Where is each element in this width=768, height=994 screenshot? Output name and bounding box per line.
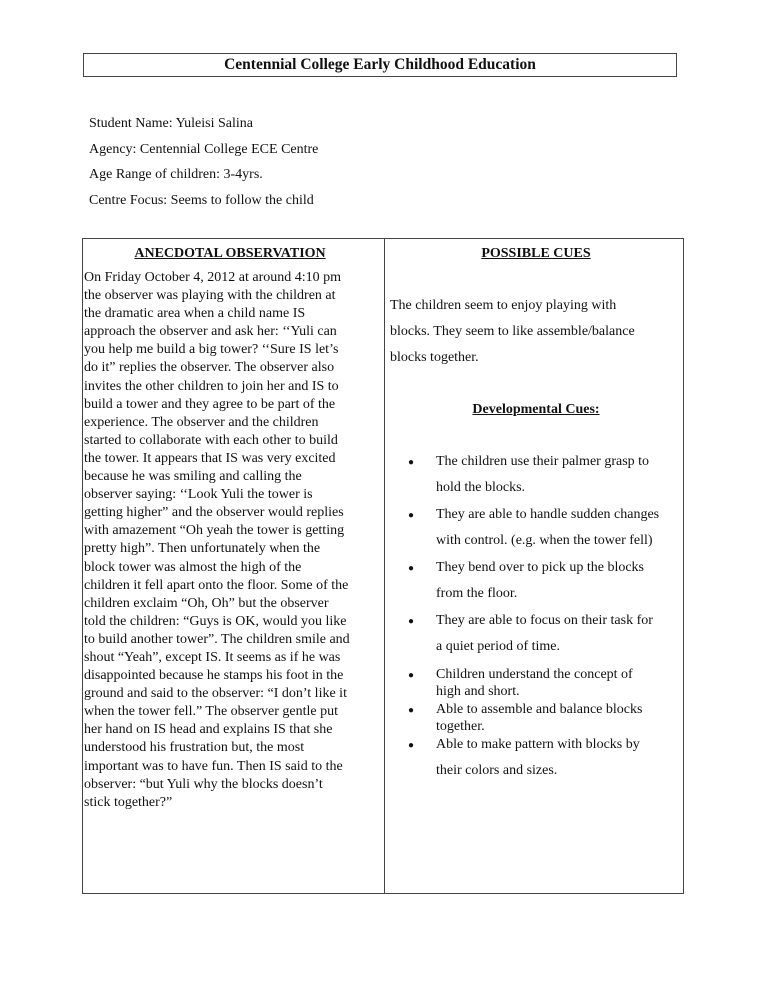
developmental-cues-header: Developmental Cues:	[472, 402, 600, 417]
student-name: Student Name: Yuleisi Salina	[89, 116, 253, 131]
bullet-text: with control. (e.g. when the tower fell)	[436, 533, 653, 548]
observation-line: On Friday October 4, 2012 at around 4:10 pm	[84, 270, 342, 285]
observation-line: block tower was almost the high of the	[84, 559, 302, 575]
document-title: Centennial College Early Childhood Education	[83, 53, 677, 77]
bullet-text: from the floor.	[436, 586, 518, 601]
observation-line: experience. The observer and the children	[84, 414, 319, 430]
column-divider	[384, 239, 385, 893]
bullet-icon: ●	[408, 740, 415, 751]
bullet-text: They are able to handle sudden changes	[436, 507, 660, 522]
cue-line: blocks. They seem to like assemble/balance	[390, 324, 635, 339]
observation-line: the dramatic area when a child name IS	[84, 306, 306, 322]
observation-line: build a tower and they agree to be part of the	[84, 396, 336, 412]
bullet-text: The children use their palmer grasp to	[436, 454, 650, 469]
observation-line: when the tower fell.” The observer gentle put	[84, 704, 338, 720]
bullet-text: high and short.	[436, 684, 520, 699]
observation-line: started to collaborate with each other to build	[84, 432, 338, 448]
observation-line: the tower. It appears that IS was very excited	[84, 450, 336, 466]
bullet-icon: ●	[408, 563, 415, 574]
observation-line: observer saying: ‘‘Look Yuli the tower is	[84, 487, 313, 503]
observation-line: told the children: “Guys is OK, would you like	[84, 613, 347, 629]
observation-line: you help me build a big tower? ‘‘Sure IS let’s	[84, 342, 339, 358]
observation-line: the observer was playing with the children at	[84, 288, 336, 304]
observation-line: important was to have fun. Then IS said to the	[84, 758, 343, 774]
observation-line: getting higher” and the observer would replies	[84, 505, 344, 521]
cue-line: blocks together.	[390, 350, 479, 365]
bullet-text: They bend over to pick up the blocks	[436, 560, 645, 575]
bullet-text: together.	[436, 719, 485, 734]
observation-line: observer: “but Yuli why the blocks doesn’t	[84, 776, 323, 792]
bullet-text: a quiet period of time.	[436, 639, 561, 654]
observation-line: pretty high”. Then unfortunately when the	[84, 541, 321, 557]
bullet-text: Able to assemble and balance blocks	[436, 702, 643, 717]
agency: Agency: Centennial College ECE Centre	[89, 142, 319, 157]
observation-line: because he was smiling and calling the	[84, 469, 302, 485]
bullet-text: They are able to focus on their task for	[436, 613, 653, 628]
possible-cues-header: POSSIBLE CUES	[481, 246, 591, 261]
observation-line: disappointed because he stamps his foot in the	[84, 668, 344, 684]
observation-line: do it” replies the observer. The observer also	[84, 360, 335, 376]
centre-focus: Centre Focus: Seems to follow the child	[89, 193, 314, 208]
bullet-icon: ●	[408, 705, 415, 716]
bullet-text: their colors and sizes.	[436, 763, 558, 778]
observation-line: children it fell apart onto the floor. Some of the	[84, 577, 349, 593]
observation-line: approach the observer and ask her: ‘‘Yuli can	[84, 324, 337, 340]
bullet-text: hold the blocks.	[436, 480, 526, 495]
bullet-icon: ●	[408, 670, 415, 681]
bullet-text: Children understand the concept of	[436, 667, 633, 682]
observation-line: stick together?”	[84, 794, 173, 810]
observation-line: shout “Yeah”, except IS. It seems as if he was	[84, 649, 341, 665]
observation-table	[82, 238, 684, 894]
observation-line: to build another tower”. The children smile and	[84, 631, 350, 647]
bullet-icon: ●	[408, 510, 415, 521]
bullet-icon: ●	[408, 616, 415, 627]
observation-line: children exclaim “Oh, Oh” but the observer	[84, 595, 329, 611]
anecdotal-column	[84, 245, 376, 812]
observation-line: with amazement “Oh yeah the tower is getting	[84, 523, 345, 539]
anecdotal-header: ANECDOTAL OBSERVATION	[134, 246, 326, 261]
observation-line: her hand on IS head and explains IS that she	[84, 722, 333, 738]
cue-line: The children seem to enjoy playing with	[390, 298, 617, 313]
bullet-icon: ●	[408, 457, 415, 468]
observation-text	[84, 269, 376, 812]
bullet-text: Able to make pattern with blocks by	[436, 737, 640, 752]
observation-line: understood his frustration but, the most	[84, 740, 305, 756]
observation-line: invites the other children to join her and IS to	[84, 378, 339, 394]
observation-line: ground and said to the observer: “I don’t like it	[84, 686, 347, 702]
age-range: Age Range of children: 3-4yrs.	[89, 167, 263, 182]
